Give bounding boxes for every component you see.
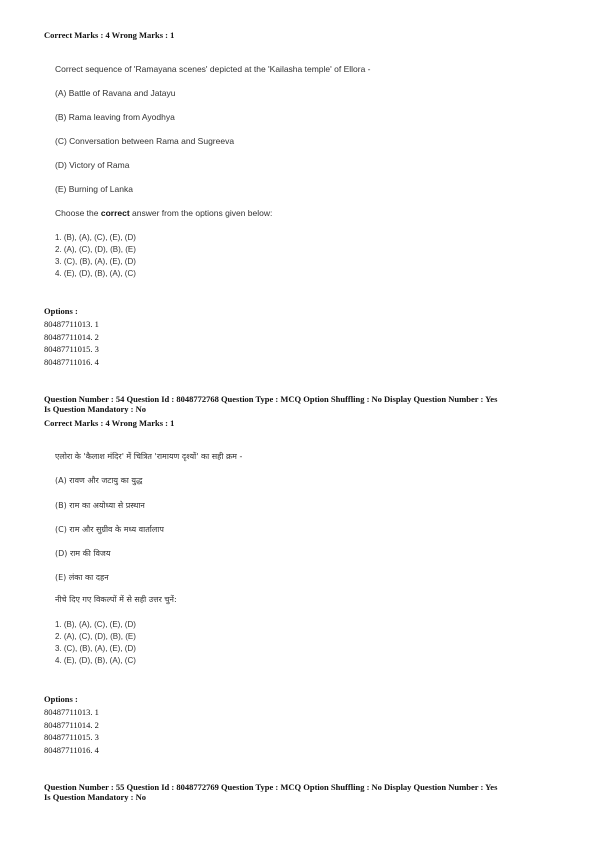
q53-item-e: (E) Burning of Lanka (55, 184, 133, 194)
q54-question-box (55, 451, 555, 681)
q53-option-1: 80487711013. 1 (44, 319, 99, 329)
q54-options-title: Options : (44, 694, 78, 704)
q54-item-d: (D) राम की विजय (55, 549, 111, 558)
q54-answer-3: 3. (C), (B), (A), (E), (D) (55, 644, 136, 653)
q54-header-line1: Question Number : 54 Question Id : 8048772768 Question Type : MCQ Option Shuffling : No Display Question Number : Yes (44, 394, 498, 404)
q53-question-text: Correct sequence of 'Ramayana scenes' depicted at the 'Kailasha temple' of Ellora - (55, 64, 371, 74)
q53-item-a: (A) Battle of Ravana and Jatayu (55, 88, 176, 98)
q53-answer-list (55, 232, 136, 280)
q55-header (44, 783, 564, 802)
q53-question-box (55, 64, 555, 294)
q54-item-c: (C) राम और सुग्रीव के मध्य वार्तालाप (55, 525, 164, 534)
q53-item-d: (D) Victory of Rama (55, 160, 130, 170)
q53-item-c: (C) Conversation between Rama and Sugreeva (55, 136, 235, 146)
q54-item-e: (E) लंका का दहन (55, 573, 109, 582)
q54-option-1: 80487711013. 1 (44, 707, 99, 717)
q54-choose-instruction: नीचे दिए गए विकल्पों में से सही उत्तर चुनें: (55, 595, 177, 604)
q54-marks: Correct Marks : 4 Wrong Marks : 1 (44, 418, 175, 428)
q53-option-4: 80487711016. 4 (44, 356, 99, 367)
q54-option-2: 80487711014. 2 (44, 719, 99, 730)
q54-options (44, 693, 99, 756)
q54-question-text: एलोरा के 'कैलाश मंदिर' में चित्रित 'रामायण दृश्यों' का सही क्रम - (55, 452, 243, 461)
q53-answer-3: 3. (C), (B), (A), (E), (D) (55, 257, 136, 266)
q54-answer-1: 1. (B), (A), (C), (E), (D) (55, 620, 136, 629)
q54-item-b: (B) राम का अयोध्या से प्रस्थान (55, 501, 145, 510)
q53-answer-4: 4. (E), (D), (B), (A), (C) (55, 269, 136, 278)
q53-option-2: 80487711014. 2 (44, 331, 99, 342)
q54-answer-2: 2. (A), (C), (D), (B), (E) (55, 632, 136, 641)
q53-answer-2: 2. (A), (C), (D), (B), (E) (55, 245, 136, 254)
q53-answer-1: 1. (B), (A), (C), (E), (D) (55, 233, 136, 242)
q54-option-3: 80487711015. 3 (44, 732, 99, 742)
q53-option-3: 80487711015. 3 (44, 344, 99, 354)
q53-item-b: (B) Rama leaving from Ayodhya (55, 112, 175, 122)
q54-header (44, 395, 564, 414)
q54-header-line2: Is Question Mandatory : No (44, 403, 147, 414)
q55-header-line2: Is Question Mandatory : No (44, 791, 147, 802)
q54-answer-list (55, 619, 136, 667)
q54-option-4: 80487711016. 4 (44, 744, 99, 755)
q53-choose-instruction: Choose the correct answer from the options given below: (55, 208, 273, 218)
q53-options (44, 305, 99, 368)
q55-header-line1: Question Number : 55 Question Id : 8048772769 Question Type : MCQ Option Shuffling : No Display Question Number : Yes (44, 782, 498, 792)
q54-answer-4: 4. (E), (D), (B), (A), (C) (55, 656, 136, 665)
q53-marks: Correct Marks : 4 Wrong Marks : 1 (44, 30, 175, 40)
q53-options-title: Options : (44, 306, 78, 316)
q54-item-a: (A) रावण और जटायु का युद्ध (55, 476, 143, 485)
